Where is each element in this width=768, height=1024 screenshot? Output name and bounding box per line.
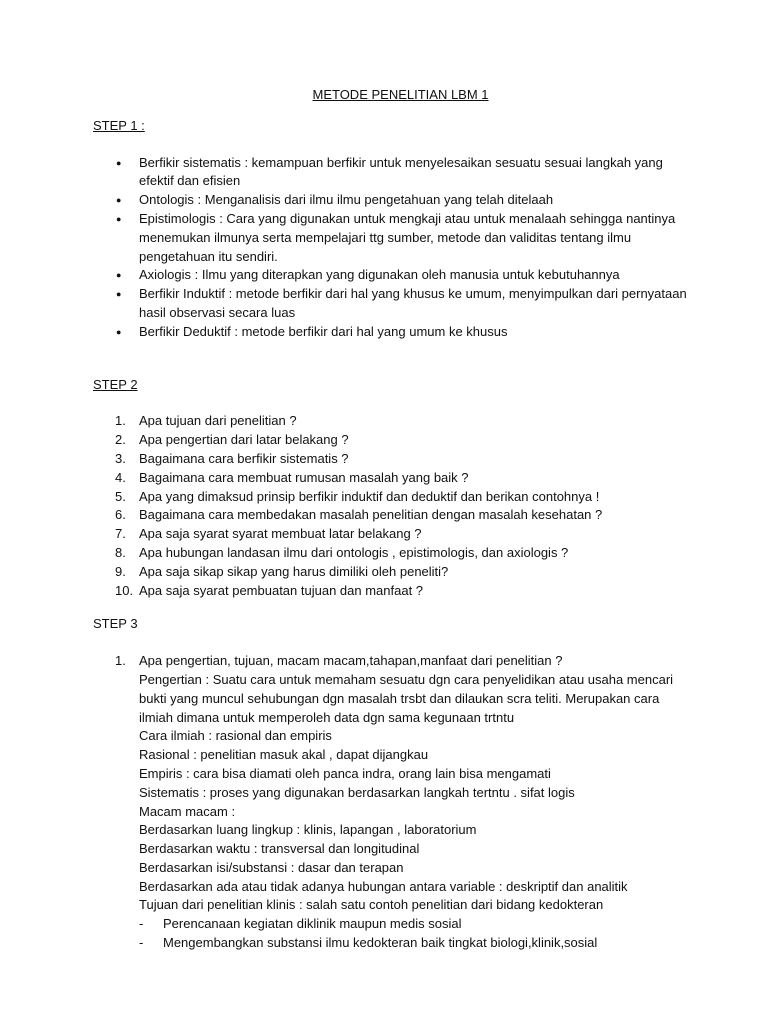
item-text: Apa hubungan landasan ilmu dari ontologis , epistimologis, dan axiologis ? bbox=[139, 544, 569, 560]
detail-line: Berdasarkan ada atau tidak adanya hubungan antara variable : deskriptif dan analitik bbox=[139, 878, 628, 894]
list-item: - Mengembangkan substansi ilmu kedokteran baik tingkat biologi,klinik,sosial bbox=[139, 934, 688, 953]
step3-dash-list bbox=[139, 915, 688, 953]
item-text: Apa saja syarat pembuatan tujuan dan manfaat ? bbox=[139, 582, 424, 598]
list-item bbox=[93, 412, 688, 431]
list-item bbox=[93, 431, 688, 450]
item-text: Apa pengertian dari latar belakang ? bbox=[139, 432, 349, 448]
step3-heading: STEP 3 bbox=[93, 616, 138, 632]
detail-line: Macam macam : bbox=[139, 803, 236, 819]
list-item bbox=[93, 544, 688, 563]
step1-list bbox=[93, 154, 688, 342]
list-item bbox=[93, 582, 688, 601]
item-number: 10. bbox=[115, 582, 134, 598]
list-item: ● Berfikir Deduktif : metode berfikir dari hal yang umum ke khusus bbox=[93, 323, 688, 342]
detail-line: Berdasarkan luang lingkup : klinis, lapangan , laboratorium bbox=[139, 822, 477, 838]
step1-heading: STEP 1 : bbox=[93, 117, 145, 133]
list-item: ● Axiologis : Ilmu yang diterapkan yang digunakan oleh manusia untuk kebutuhannya bbox=[93, 266, 688, 285]
item-text: Apa saja syarat syarat membuat latar belakang ? bbox=[139, 526, 422, 542]
item-text: Apa saja sikap sikap yang harus dimiliki oleh peneliti? bbox=[139, 563, 449, 579]
item-number: 9. bbox=[115, 563, 126, 579]
item-number: 1. bbox=[115, 653, 126, 669]
item-text: Bagaimana cara membuat rumusan masalah yang baik ? bbox=[139, 469, 469, 485]
list-item: ● Berfikir Induktif : metode berfikir dari hal yang khusus ke umum, menyimpulkan dari pernyataan hasil observasi secara luas bbox=[93, 285, 688, 323]
item-number: 5. bbox=[115, 488, 126, 504]
item-number: 8. bbox=[115, 544, 126, 560]
detail-line: Tujuan dari penelitian klinis : salah satu contoh penelitian dari bidang kedokteran bbox=[139, 897, 604, 913]
step2-list bbox=[93, 412, 688, 600]
item-text: Apa yang dimaksud prinsip berfikir induktif dan deduktif dan berikan contohnya ! bbox=[139, 488, 600, 504]
list-item bbox=[93, 488, 688, 507]
item-number: 3. bbox=[115, 450, 126, 466]
item-text: Bagaimana cara berfikir sistematis ? bbox=[139, 450, 349, 466]
detail-line: Berdasarkan waktu : transversal dan longitudinal bbox=[139, 841, 420, 857]
item-number: 7. bbox=[115, 526, 126, 542]
definition-paragraph: Pengertian : Suatu cara untuk memaham sesuatu dgn cara penyelidikan atau usaha mencari bukti yang muncul sehubungan dgn masalah trsbt dan dilaukan scra teliti. Merupakan cara ilmiah dimana untuk memperoleh data dgn sama kegunaan trtntu bbox=[139, 671, 674, 725]
list-item: ● Epistimologis : Cara yang digunakan untuk mengkaji atau untuk menalaah sehingga nantinya menemukan ilmunya serta mempelajari ttg sumber, metode dan validitas tentang ilmu pengetahuan itu sendiri. bbox=[93, 210, 688, 266]
list-item: - Perencanaan kegiatan diklinik maupun medis sosial bbox=[139, 915, 688, 934]
item-number: 2. bbox=[115, 432, 126, 448]
item-text: Apa tujuan dari penelitian ? bbox=[139, 413, 297, 429]
list-item bbox=[93, 563, 688, 582]
step3-question: Apa pengertian, tujuan, macam macam,tahapan,manfaat dari penelitian ? bbox=[139, 653, 563, 669]
item-number: 1. bbox=[115, 413, 126, 429]
item-number: 4. bbox=[115, 469, 126, 485]
list-item bbox=[93, 506, 688, 525]
list-item bbox=[93, 450, 688, 469]
detail-line: Rasional : penelitian masuk akal , dapat dijangkau bbox=[139, 747, 429, 763]
detail-line: Empiris : cara bisa diamati oleh panca indra, orang lain bisa mengamati bbox=[139, 765, 551, 781]
list-item: ● Ontologis : Menganalisis dari ilmu ilmu pengetahuan yang telah ditelaah bbox=[93, 191, 688, 210]
list-item bbox=[93, 469, 688, 488]
step3-question-item bbox=[93, 652, 688, 953]
document-title: METODE PENELITIAN LBM 1 bbox=[312, 87, 489, 102]
item-text: Bagaimana cara membedakan masalah penelitian dengan masalah kesehatan ? bbox=[139, 507, 603, 523]
list-item bbox=[93, 525, 688, 544]
step2-heading: STEP 2 bbox=[93, 376, 138, 392]
detail-line: Berdasarkan isi/substansi : dasar dan terapan bbox=[139, 859, 404, 875]
detail-line: Sistematis : proses yang digunakan berdasarkan langkah tertntu . sifat logis bbox=[139, 784, 575, 800]
item-number: 6. bbox=[115, 507, 126, 523]
list-item: ● Berfikir sistematis : kemampuan berfikir untuk menyelesaikan sesuatu sesuai langkah yang efektif dan efisien bbox=[93, 154, 688, 192]
detail-line: Cara ilmiah : rasional dan empiris bbox=[139, 728, 332, 744]
